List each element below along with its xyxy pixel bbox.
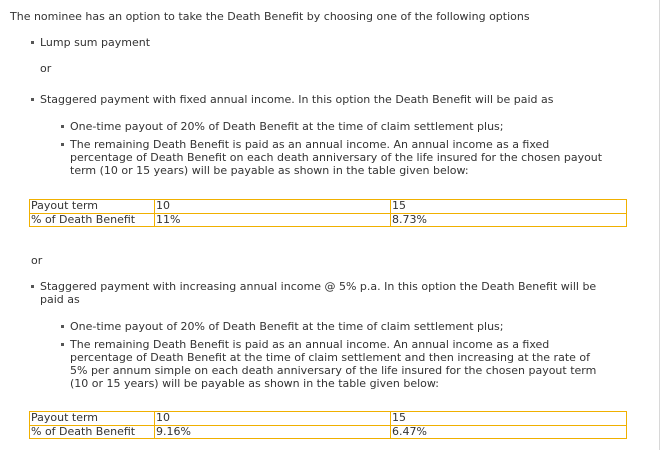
option-increasing-sub-1: One-time payout of 20% of Death Benefit at the time of claim settlement plus; — [70, 320, 504, 333]
table-cell: Payout term — [31, 411, 99, 424]
or-separator: or — [40, 62, 52, 75]
table-cell: 11% — [154, 214, 391, 227]
bullet-icon — [31, 98, 34, 101]
bullet-icon — [31, 285, 34, 288]
table-row — [30, 213, 626, 227]
option-fixed-sub-2-line-2: percentage of Death Benefit on each death anniversary of the life insured for the chosen payout — [70, 151, 603, 164]
table-cell: % of Death Benefit — [31, 213, 136, 226]
table-cell: 9.16% — [154, 426, 391, 439]
table-row — [30, 425, 626, 439]
table-cell: % of Death Benefit — [31, 425, 136, 438]
bullet-icon — [31, 41, 34, 44]
table-cell: 6.47% — [390, 426, 626, 439]
option-fixed-sub-1: One-time payout of 20% of Death Benefit at the time of claim settlement plus; — [70, 120, 504, 133]
bullet-icon — [61, 325, 64, 328]
table-cell: 8.73% — [390, 214, 626, 227]
option-fixed-sub-2-line-3: term (10 or 15 years) will be payable as shown in the table given below: — [70, 164, 469, 177]
table-cell: 10 — [154, 200, 391, 213]
table-cell: 15 — [390, 412, 626, 425]
bullet-icon — [61, 125, 64, 128]
increasing-income-table — [29, 411, 627, 439]
option-lump-sum: Lump sum payment — [40, 36, 151, 49]
intro-text: The nominee has an option to take the Death Benefit by choosing one of the following options — [10, 10, 530, 23]
table-cell: 15 — [390, 200, 626, 213]
option-increasing-sub-2-line-2: percentage of Death Benefit at the time of claim settlement and then increasing at the rate of — [70, 351, 590, 364]
bullet-icon — [61, 343, 64, 346]
right-divider-line — [659, 0, 660, 450]
table-row — [30, 200, 626, 213]
option-fixed-sub-2-line-1: The remaining Death Benefit is paid as an annual income. An annual income as a fixed — [70, 138, 550, 151]
table-cell: Payout term — [31, 199, 99, 212]
fixed-income-table — [29, 199, 627, 227]
option-increasing-income-lead-line-2: paid as — [40, 293, 80, 306]
table-cell: 10 — [154, 412, 391, 425]
option-increasing-sub-2-line-4: (10 or 15 years) will be payable as shown in the table given below: — [70, 377, 439, 390]
bullet-icon — [61, 143, 64, 146]
option-increasing-sub-2-line-1: The remaining Death Benefit is paid as an annual income. An annual income as a fixed — [70, 338, 550, 351]
option-fixed-income-lead: Staggered payment with fixed annual income. In this option the Death Benefit will be paid as — [40, 93, 554, 106]
option-increasing-sub-2-line-3: 5% per annum simple on each death anniversary of the life insured for the chosen payout term — [70, 364, 597, 377]
table-row — [30, 412, 626, 425]
option-increasing-income-lead-line-1: Staggered payment with increasing annual income @ 5% p.a. In this option the Death Benefit will be — [40, 280, 597, 293]
or-separator: or — [31, 254, 43, 267]
